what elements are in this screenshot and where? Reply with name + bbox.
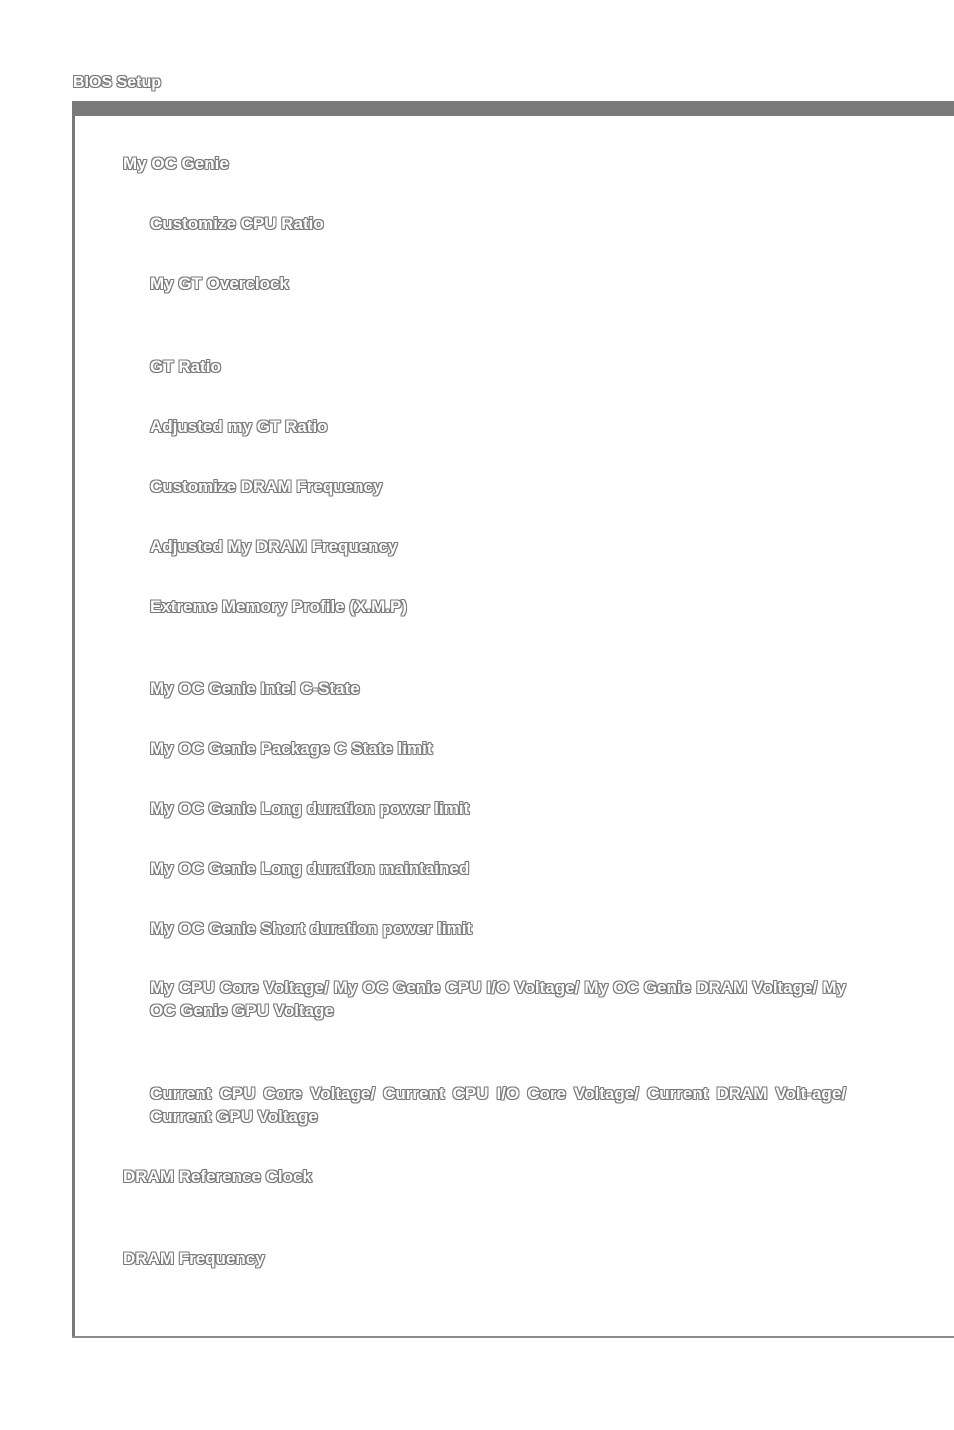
menu-item-gt-ratio: GT Ratio (150, 357, 221, 376)
menu-item-oc-genie-long-duration-maintained: My OC Genie Long duration maintained (150, 859, 470, 878)
menu-item-customize-cpu-ratio: Customize CPU Ratio (150, 214, 324, 233)
menu-item-extreme-memory-profile: Extreme Memory Profile (X.M.P) (150, 597, 407, 616)
menu-item-oc-genie-package-c-state-limit: My OC Genie Package C State limit (150, 739, 433, 758)
left-border-rule (72, 101, 75, 1338)
menu-item-adjusted-gt-ratio: Adjusted my GT Ratio (150, 417, 328, 436)
menu-item-oc-genie-intel-c-state: My OC Genie Intel C-State (150, 679, 360, 698)
menu-item-customize-dram-frequency: Customize DRAM Frequency (150, 477, 383, 496)
bottom-border-rule (72, 1336, 954, 1338)
section-header-bar (73, 101, 954, 116)
menu-item-adjusted-dram-frequency: Adjusted My DRAM Frequency (150, 537, 398, 556)
menu-item-oc-genie-short-duration-power-limit: My OC Genie Short duration power limit (150, 919, 473, 938)
menu-item-dram-frequency: DRAM Frequency (123, 1249, 265, 1268)
menu-item-oc-genie-long-duration-power-limit: My OC Genie Long duration power limit (150, 799, 470, 818)
menu-item-my-oc-genie: My OC Genie (123, 154, 229, 173)
menu-item-my-voltages: My CPU Core Voltage/ My OC Genie CPU I/O Voltage/ My OC Genie DRAM Voltage/ My OC Genie GPU Voltage (150, 978, 846, 1020)
section-header: BIOS Setup (73, 74, 162, 91)
menu-item-my-gt-overclock: My GT Overclock (150, 274, 289, 293)
menu-item-current-voltages: Current CPU Core Voltage/ Current CPU I/O Core Voltage/ Current DRAM Volt-age/ Current GPU Voltage (150, 1084, 846, 1126)
menu-item-dram-reference-clock: DRAM Reference Clock (123, 1167, 312, 1186)
